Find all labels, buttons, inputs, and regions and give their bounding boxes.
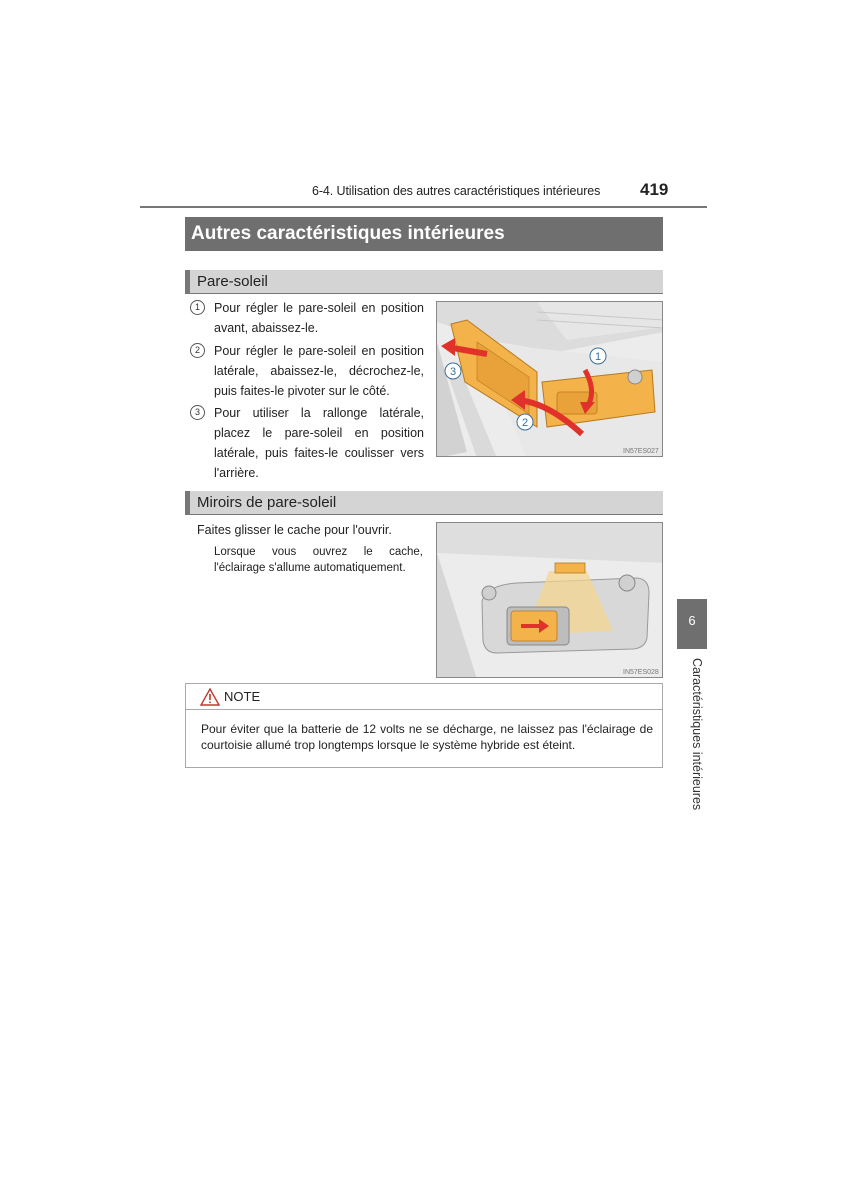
note-label: NOTE (224, 689, 261, 704)
section-heading-label: Miroirs de pare-soleil (197, 494, 337, 511)
callout-number: 1 (190, 300, 205, 315)
list-item-text: Pour utiliser la rallonge latérale, placez le pare-soleil en position latérale, puis faites-le coulisser vers l'arrière. (214, 406, 424, 480)
chapter-tab: 6 (677, 599, 707, 649)
section-stripe (185, 270, 190, 293)
callout-3: 3 (449, 366, 457, 378)
running-header-section-title: 6-4. Utilisation des autres caractéristiques intérieures (312, 184, 601, 198)
section-heading-label: Pare-soleil (197, 273, 268, 290)
mirror-illustration (437, 523, 663, 678)
list-item-2 (190, 341, 424, 401)
callout-2: 2 (521, 417, 529, 429)
list-item-1 (190, 298, 424, 338)
callout-number: 3 (190, 405, 205, 420)
list-item-3 (190, 403, 424, 483)
chapter-tab-label: Caractéristiques intérieures (690, 658, 704, 811)
callout-1: 1 (594, 351, 602, 363)
page-title: Autres caractéristiques intérieures (185, 217, 663, 251)
list-item-text: Pour régler le pare-soleil en position latérale, abaissez-le, décrochez-le, puis faites-le pivoter sur le côté. (214, 344, 424, 398)
sunvisor-figure (436, 301, 663, 457)
note-text: Pour éviter que la batterie de 12 volts ne se décharge, ne laissez pas l'éclairage de courtoisie allumé trop longtemps lorsque le système hybride est éteint. (201, 722, 653, 752)
note-header (186, 684, 662, 710)
figure-code: IN57ES028 (623, 669, 659, 676)
section-heading-sunvisor (185, 270, 663, 294)
header-rule (140, 206, 707, 208)
mirror-instruction: Faites glisser le cache pour l'ouvrir. (197, 523, 392, 537)
sunvisor-illustration (437, 302, 663, 457)
note-box (185, 683, 663, 768)
page-number: 419 (640, 180, 669, 199)
section-stripe (185, 491, 190, 514)
figure-code: IN57ES027 (623, 448, 659, 455)
section-heading-mirrors (185, 491, 663, 515)
mirror-detail: Lorsque vous ouvrez le cache, l'éclairage s'allume automatiquement. (214, 546, 423, 574)
callout-number: 2 (190, 343, 205, 358)
list-item-text: Pour régler le pare-soleil en position avant, abaissez-le. (214, 301, 424, 335)
warning-icon (200, 688, 220, 706)
mirror-figure (436, 522, 663, 678)
